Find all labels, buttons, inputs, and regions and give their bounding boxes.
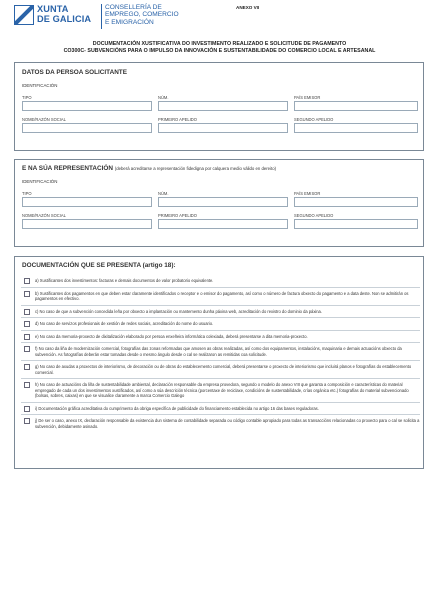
xunta-flag-icon — [14, 5, 34, 25]
representative-apelido1-field[interactable] — [158, 219, 288, 229]
checkbox-icon[interactable] — [24, 309, 30, 315]
document-item-text: h) No caso de actuacións da liña de sustentabilidade ambiental, declaración responsable da empresa provedora, segundo o modelo do anexo VIII que garanta a composición e características do material empregado de cada un dos investimentos xustificados, así como a súa descrición técnica (porcentaxe de reciclaxe, condicións de sustentabilidade, crías orgánica etc.) fotografías do material subvencionado (bolsas, sobres, caixas) en que se visualice claramente a marca Comercio Galego — [35, 382, 409, 398]
document-item-text: i) Documentación gráfica acreditativa do cumprimento da obriga específica de publicidade do financiamento establecida no artigo 16 das bases reguladoras. — [35, 405, 319, 411]
representative-tipo-label: TIPO — [22, 191, 32, 196]
document-item — [21, 342, 420, 360]
applicant-apelido1-field[interactable] — [158, 123, 288, 133]
representative-title — [22, 165, 276, 172]
document-item — [21, 287, 420, 305]
checkbox-icon[interactable] — [24, 382, 30, 388]
representative-section — [14, 159, 424, 247]
document-item-text: b) Xustificantes dos pagamentos en que deben estar claramente identificados o receptor e o emisor do pagamento, así como o número de factura obxecto do pagamento e a data deste. Non se admitirán os pagamentos en efectivo. — [35, 290, 409, 301]
checkbox-icon[interactable] — [24, 278, 30, 284]
representative-pais-field[interactable] — [294, 197, 418, 207]
applicant-num-field[interactable] — [158, 101, 288, 111]
checkbox-icon[interactable] — [24, 346, 30, 352]
representative-apelido2-label: SEGUNDO APELIDO — [294, 213, 334, 218]
document-item — [21, 330, 420, 343]
representative-num-label: NÚM. — [158, 191, 169, 196]
logo-divider — [101, 4, 102, 29]
representative-title-text: E NA SÚA REPRESENTACIÓN — [22, 165, 114, 172]
dept-line3: E EMIGRACIÓN — [105, 18, 154, 26]
document-item — [21, 402, 420, 415]
representative-nome-field[interactable] — [22, 219, 152, 229]
applicant-nome-label: NOME/RAZÓN SOCIAL — [22, 117, 66, 122]
applicant-nome-field[interactable] — [22, 123, 152, 133]
applicant-pais-field[interactable] — [294, 101, 418, 111]
representative-id-label: IDENTIFICACIÓN — [22, 179, 58, 184]
document-item — [21, 378, 420, 402]
documentation-title: DOCUMENTACIÓN QUE SE PRESENTA (artigo 18): — [22, 262, 176, 269]
header — [14, 3, 434, 33]
applicant-section — [14, 62, 424, 151]
document-item — [21, 317, 420, 330]
dept-line1: CONSELLERÍA DE — [105, 4, 162, 11]
document-subtitle: CO300C- SUBVENCIÓNS PARA O IMPULSO DA INNOVACIÓN E SUSTENTABILIDADE DO COMERCIO LOCAL E ARTESANAL — [63, 48, 376, 54]
checkbox-icon[interactable] — [24, 364, 30, 370]
document-item-text: f) No caso da liña de modernización comercial, fotografías das zonas reformadas que amosen as obras realizadas, así como dos equipamentos, instalacións, maquinaria e demais actuacións obxecto da subvención. As fotografías deberán estar tomadas desde o mesmo ángulo desde o cal se realizaron as remitidas coa solicitude. — [35, 346, 402, 357]
document-item — [21, 414, 420, 432]
logo-text — [37, 4, 91, 24]
document-item — [21, 360, 420, 378]
document-item — [21, 275, 420, 287]
checkbox-icon[interactable] — [24, 291, 30, 297]
document-item-text: g) No caso de axudas a proxectos de interiorismo, de decoración ou de obras do establecemento comercial, deberá presentarse o proxecto de interiorismo que incluirá planos e fotografías do establecemento comercial. — [35, 364, 412, 375]
department-name — [105, 4, 179, 26]
representative-num-field[interactable] — [158, 197, 288, 207]
annex-label: ANEXO VII — [236, 5, 260, 10]
document-item-text: j) De ser o caso, anexo IX, declaración responsable da existencia dun sistema de contabilidade separada ou código contable apropiado para todas as transaccións relacionadas co proxecto para o cal se solicita a subvención, debidamente asinado. — [35, 418, 420, 429]
document-title: DOCUMENTACIÓN XUSTIFICATIVA DO INVESTIMENTO REALIZADO E SOLICITUDE DE PAGAMENTO — [92, 41, 347, 47]
representative-pais-label: PAÍS EMISOR — [294, 191, 321, 196]
applicant-apelido2-label: SEGUNDO APELIDO — [294, 117, 334, 122]
applicant-num-label: NÚM. — [158, 95, 169, 100]
applicant-id-label: IDENTIFICACIÓN — [22, 83, 58, 88]
dept-line2: EMPREGO, COMERCIO — [105, 11, 179, 19]
document-item-text: e) No caso da memoria-proxecto de dixitalización elaborado por persoa enxeñeira informática colexiada, deberá presentarse a dita memoria-proxecto. — [35, 333, 308, 339]
representative-tipo-field[interactable] — [22, 197, 152, 207]
checkbox-icon[interactable] — [24, 418, 30, 424]
document-item-text: d) No caso de servizos profesionais de xestión de redes sociais, acreditación do nome do usuario. — [35, 321, 214, 326]
representative-apelido1-label: PRIMEIRO APELIDO — [158, 213, 197, 218]
representative-subtitle: (deberá acreditarse a representación fidedigna por calquera medio válido en dereito) — [114, 166, 277, 171]
applicant-title: DATOS DA PERSOA SOLICITANTE — [22, 69, 127, 76]
applicant-pais-label: PAÍS EMISOR — [294, 95, 321, 100]
checkbox-icon[interactable] — [24, 406, 30, 412]
documentation-section — [14, 256, 424, 469]
applicant-apelido2-field[interactable] — [294, 123, 418, 133]
checkbox-icon[interactable] — [24, 334, 30, 340]
documentation-list — [21, 275, 420, 432]
representative-apelido2-field[interactable] — [294, 219, 418, 229]
applicant-apelido1-label: PRIMEIRO APELIDO — [158, 117, 197, 122]
document-item-text: c) No caso de que a subvención concedida leña por obxecto a implantación ou mantemento dunha páxina web, acreditación do rexistro do dominio da páxina. — [35, 308, 322, 314]
applicant-tipo-field[interactable] — [22, 101, 152, 111]
document-item — [21, 305, 420, 318]
logo-line2: DE GALICIA — [37, 14, 92, 24]
applicant-tipo-label: TIPO — [22, 95, 32, 100]
logo-line1: XUNTA — [37, 4, 69, 14]
document-item-text: a) Xustificantes dos investimentos: facturas e demais documentos de valor probatorio equivalente. — [35, 278, 214, 283]
checkbox-icon[interactable] — [24, 321, 30, 327]
representative-nome-label: NOME/RAZÓN SOCIAL — [22, 213, 66, 218]
